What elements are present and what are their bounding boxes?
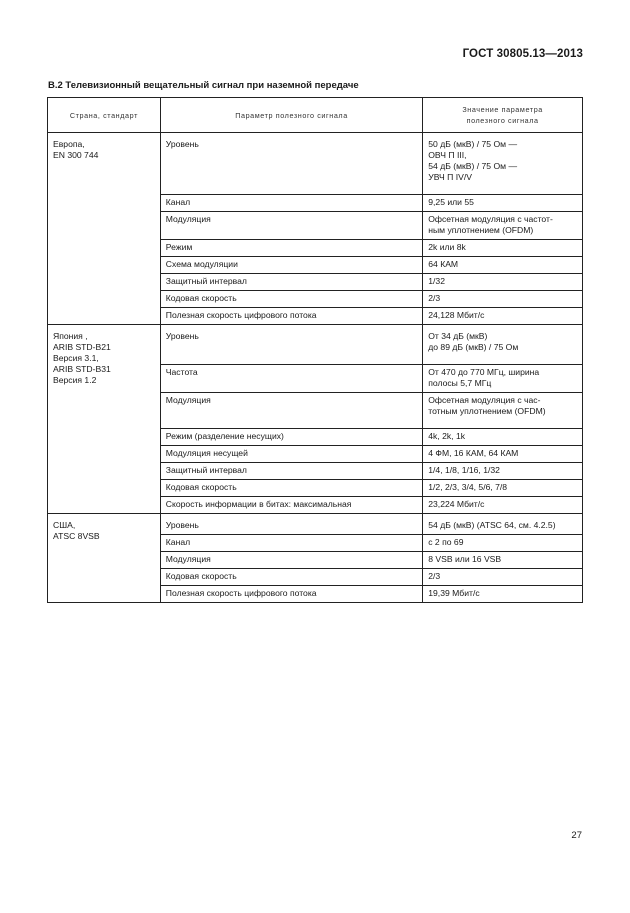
header-value: [423, 98, 583, 133]
country-standard-cell: [48, 133, 161, 325]
value-line: 9,25 или 55: [428, 197, 474, 207]
value-line: с 2 по 69: [428, 537, 464, 547]
value-line: 1/32: [428, 276, 445, 286]
parameter-cell: Частота: [160, 365, 422, 393]
document-standard-header: ГОСТ 30805.13—2013: [462, 48, 583, 60]
parameter-cell: Канал: [160, 195, 422, 212]
parameter-cell: Модуляция: [160, 212, 422, 240]
parameter-cell: Модуляция: [160, 552, 422, 569]
header-value-line: Значение параметра: [462, 105, 543, 114]
value-line: Офсетная модуляция с час-: [428, 395, 541, 405]
value-line: 1/2, 2/3, 3/4, 5/6, 7/8: [428, 482, 508, 492]
parameter-cell: Полезная скорость цифрового потока: [160, 586, 422, 603]
parameter-cell: Схема модуляции: [160, 257, 422, 274]
country-standard-line: ARIB STD-B21: [53, 342, 111, 352]
country-standard-line: EN 300 744: [53, 150, 99, 160]
country-standard-line: Версия 1.2: [53, 375, 97, 385]
country-standard-line: Европа,: [53, 139, 85, 149]
value-cell: [423, 393, 583, 429]
value-cell: [423, 514, 583, 535]
value-cell: [423, 240, 583, 257]
table-body: [48, 133, 583, 603]
value-cell: [423, 212, 583, 240]
header-parameter: Параметр полезного сигнала: [160, 98, 422, 133]
section-title: В.2 Телевизионный вещательный сигнал при наземной передаче: [48, 80, 359, 91]
value-line: 8 VSB или 16 VSB: [428, 554, 502, 564]
value-line: 4 ФМ, 16 КАМ, 64 КАМ: [428, 448, 519, 458]
value-line: до 89 дБ (мкВ) / 75 Ом: [428, 342, 519, 352]
parameter-cell: Уровень: [160, 514, 422, 535]
value-line: 4k, 2k, 1k: [428, 431, 466, 441]
value-cell: [423, 535, 583, 552]
parameter-cell: Кодовая скорость: [160, 291, 422, 308]
value-line: От 470 до 770 МГц, ширина: [428, 367, 540, 377]
parameter-cell: Защитный интервал: [160, 463, 422, 480]
value-cell: [423, 274, 583, 291]
signal-parameters-table: [47, 97, 583, 603]
value-line: 54 дБ (мкВ) (ATSC 64, см. 4.2.5): [428, 520, 556, 530]
value-line: тотным уплотнением (OFDM): [428, 406, 546, 416]
parameter-cell: Скорость информации в битах: максимальная: [160, 497, 422, 514]
value-line: ным уплотнением (OFDM): [428, 225, 534, 235]
table-row: [48, 514, 583, 535]
value-line: 2/3: [428, 571, 441, 581]
table-row: [48, 325, 583, 365]
value-cell: [423, 257, 583, 274]
value-line: 64 КАМ: [428, 259, 459, 269]
parameter-cell: Уровень: [160, 325, 422, 365]
country-standard-line: Версия 3.1,: [53, 353, 99, 363]
value-cell: [423, 446, 583, 463]
value-cell: [423, 308, 583, 325]
value-cell: [423, 365, 583, 393]
parameter-cell: Уровень: [160, 133, 422, 195]
value-cell: [423, 325, 583, 365]
value-line: ОВЧ П III,: [428, 150, 467, 160]
table-header-row: [48, 98, 583, 133]
parameter-cell: Режим (разделение несущих): [160, 429, 422, 446]
value-line: 23,224 Мбит/с: [428, 499, 485, 509]
value-cell: [423, 480, 583, 497]
country-standard-cell: [48, 325, 161, 514]
parameter-cell: Кодовая скорость: [160, 480, 422, 497]
table-row: [48, 133, 583, 195]
value-line: 2k или 8k: [428, 242, 466, 252]
parameter-cell: Кодовая скорость: [160, 569, 422, 586]
country-standard-line: США,: [53, 520, 76, 530]
value-line: 2/3: [428, 293, 441, 303]
parameter-cell: Защитный интервал: [160, 274, 422, 291]
country-standard-cell: [48, 514, 161, 603]
value-line: 54 дБ (мкВ) / 75 Ом —: [428, 161, 518, 171]
value-cell: [423, 569, 583, 586]
value-cell: [423, 195, 583, 212]
value-line: полосы 5,7 МГц: [428, 378, 492, 388]
value-line: От 34 дБ (мкВ): [428, 331, 488, 341]
value-line: Офсетная модуляция с частот-: [428, 214, 553, 224]
value-cell: [423, 133, 583, 195]
value-cell: [423, 552, 583, 569]
value-cell: [423, 291, 583, 308]
value-cell: [423, 586, 583, 603]
country-standard-line: Япония ,: [53, 331, 88, 341]
value-line: 1/4, 1/8, 1/16, 1/32: [428, 465, 500, 475]
value-line: 24,128 Мбит/с: [428, 310, 485, 320]
country-standard-line: ARIB STD-B31: [53, 364, 111, 374]
value-cell: [423, 497, 583, 514]
value-line: 19,39 Мбит/с: [428, 588, 480, 598]
country-standard-line: ATSC 8VSB: [53, 531, 100, 541]
value-line: 50 дБ (мкВ) / 75 Ом —: [428, 139, 518, 149]
header-country: Страна, стандарт: [48, 98, 161, 133]
parameter-cell: Режим: [160, 240, 422, 257]
header-value-line: полезного сигнала: [466, 116, 539, 125]
parameter-cell: Полезная скорость цифрового потока: [160, 308, 422, 325]
parameter-cell: Модуляция несущей: [160, 446, 422, 463]
value-line: УВЧ П IV/V: [428, 172, 472, 182]
value-cell: [423, 429, 583, 446]
parameter-cell: Канал: [160, 535, 422, 552]
page-number: 27: [571, 830, 582, 841]
value-cell: [423, 463, 583, 480]
parameter-cell: Модуляция: [160, 393, 422, 429]
